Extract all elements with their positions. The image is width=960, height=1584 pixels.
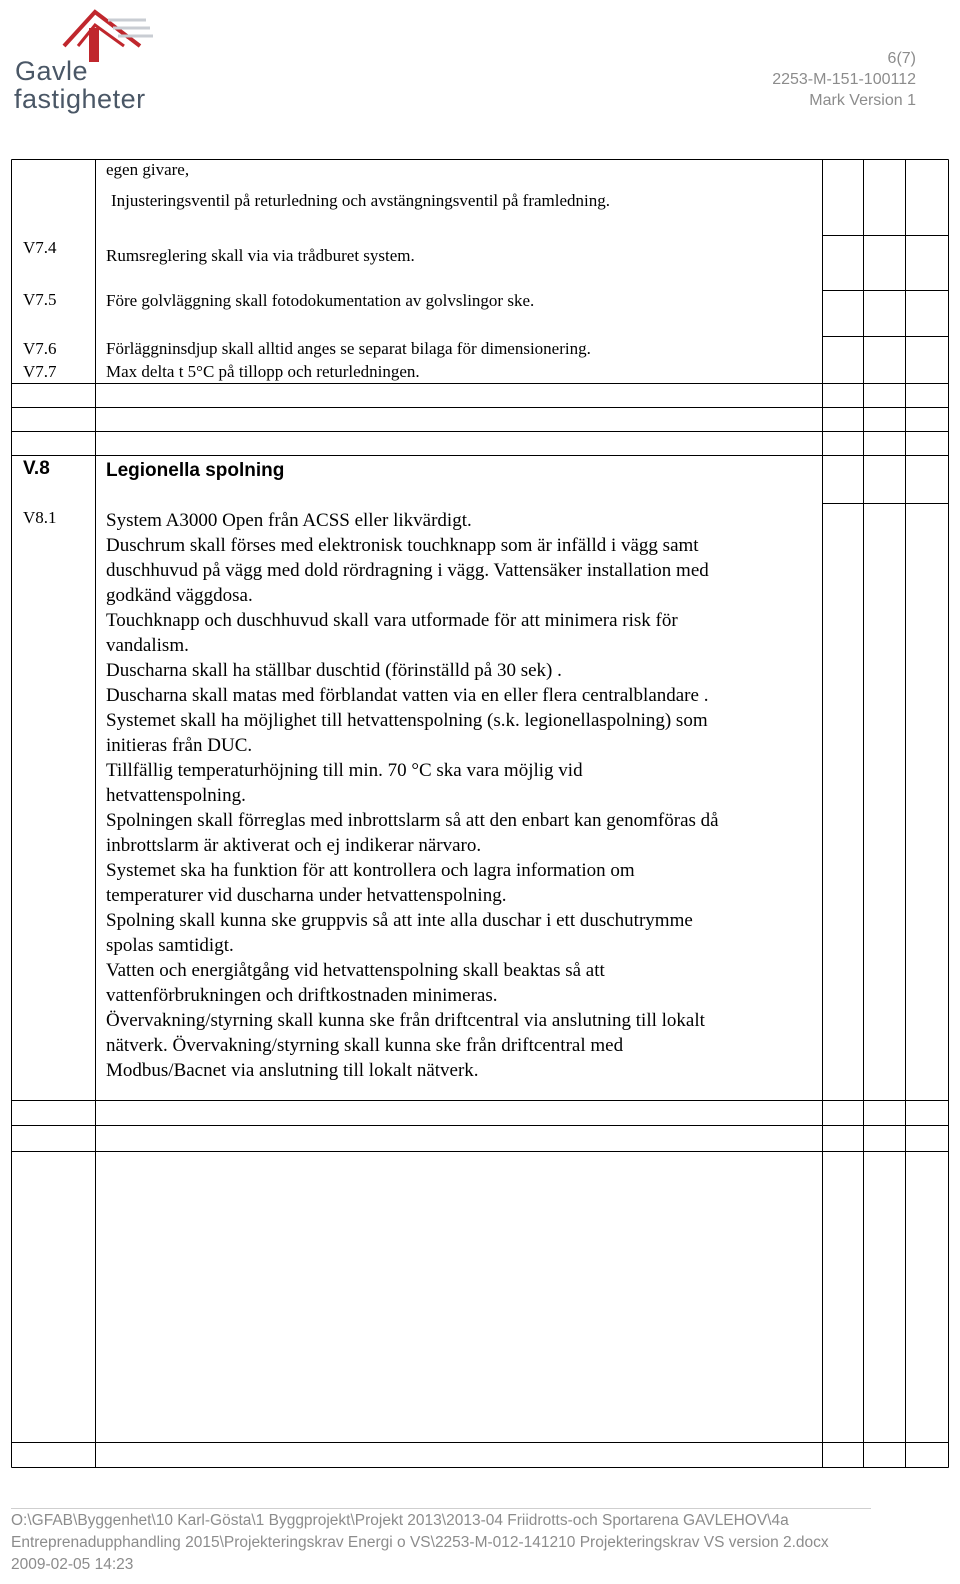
footer-date: 2009-02-05 14:23: [11, 1556, 134, 1573]
item-code-v7-6: V7.6: [23, 339, 57, 358]
item-text-v7-6: Förläggninsdjup skall alltid anges se separat bilaga för dimensionering.: [106, 339, 591, 358]
body-line: Spolning skall kunna ske gruppvis så att inte alla duschar i ett duschutrymme: [106, 910, 693, 931]
document-footer: [11, 1510, 911, 1576]
section-title: Legionella spolning: [106, 460, 285, 481]
body-line: initieras från DUC.: [106, 735, 253, 756]
body-line: spolas samtidigt.: [106, 935, 234, 956]
item-code-v7-5: V7.5: [23, 290, 57, 309]
body-line: Touchknapp och duschhuvud skall vara utformade för att minimera risk för: [106, 610, 678, 631]
item-body-v8-1: [106, 508, 826, 1083]
body-line: Systemet skall ha möjlighet till hetvattenspolning (s.k. legionellaspolning) som: [106, 710, 708, 731]
body-line: Duscharna skall matas med förblandat vatten via en eller flera centralblandare .: [106, 685, 709, 706]
continuation-text-1: egen givare,: [106, 160, 190, 179]
body-line: Spolningen skall förreglas med inbrottslarm så att den enbart kan genomföras då: [106, 810, 719, 831]
body-line: vandalism.: [106, 635, 189, 656]
body-line: Tillfällig temperaturhöjning till min. 70 °C ska vara möjlig vid: [106, 760, 583, 781]
document-number: 2253-M-151-100112: [772, 71, 916, 88]
body-line: godkänd väggdosa.: [106, 585, 253, 606]
body-line: Systemet ska ha funktion för att kontrollera och lagra information om: [106, 860, 635, 881]
body-line: vattenförbrukningen och driftkostnaden minimeras.: [106, 985, 498, 1006]
section-code: V.8: [23, 458, 50, 479]
item-text-v7-7: Max delta t 5°C på tillopp och returledningen.: [106, 362, 420, 381]
body-line: temperaturer vid duscharna under hetvattenspolning.: [106, 885, 507, 906]
body-line: inbrottslarm är aktiverat och ej indikerar närvaro.: [106, 835, 482, 856]
body-line: hetvattenspolning.: [106, 785, 246, 806]
document-version: Mark Version 1: [809, 92, 916, 109]
body-line: duschhuvud på vägg med dold rördragning i vägg. Vattensäker installation med: [106, 560, 709, 581]
body-line: Duschrum skall förses med elektronisk touchknapp som är infälld i vägg samt: [106, 535, 699, 556]
item-text-v7-5: Före golvläggning skall fotodokumentation av golvslingor ske.: [106, 291, 535, 310]
item-code-v7-7: V7.7: [23, 362, 57, 381]
item-code-v8-1: V8.1: [23, 508, 57, 527]
body-line: Modbus/Bacnet via anslutning till lokalt nätverk.: [106, 1060, 479, 1081]
item-text-v7-4: Rumsreglering skall via via trådburet system.: [106, 246, 415, 265]
footer-path-line-1: O:\GFAB\Byggenhet\10 Karl-Gösta\1 Byggprojekt\Projekt 2013\2013-04 Friidrotts-och Sportarena GAVLEHOV\4a: [11, 1512, 789, 1529]
body-line: Vatten och energiåtgång vid hetvattenspolning skall beaktas så att: [106, 960, 605, 981]
body-line: System A3000 Open från ACSS eller likvärdigt.: [106, 510, 472, 531]
logo-text-gavle: Gavle: [15, 56, 89, 86]
item-code-v7-4: V7.4: [23, 238, 57, 257]
page-number: 6(7): [887, 50, 916, 67]
logo-text-fastigheter: fastigheter: [14, 84, 146, 114]
body-line: Duscharna skall ha ställbar duschtid (förinställd på 30 sek) .: [106, 660, 562, 681]
continuation-text-2: Injusteringsventil på returledning och avstängningsventil på framledning.: [111, 191, 611, 210]
footer-divider: [11, 1508, 871, 1509]
body-line: nätverk. Övervakning/styrning skall kunna ske från driftcentral med: [106, 1035, 624, 1056]
body-line: Övervakning/styrning skall kunna ske från driftcentral via anslutning till lokalt: [106, 1010, 705, 1031]
footer-path-line-2: Entreprenadupphandling 2015\Projekteringskrav Energi o VS\2253-M-012-141210 Projekteringskrav VS version 2.docx: [11, 1534, 829, 1551]
